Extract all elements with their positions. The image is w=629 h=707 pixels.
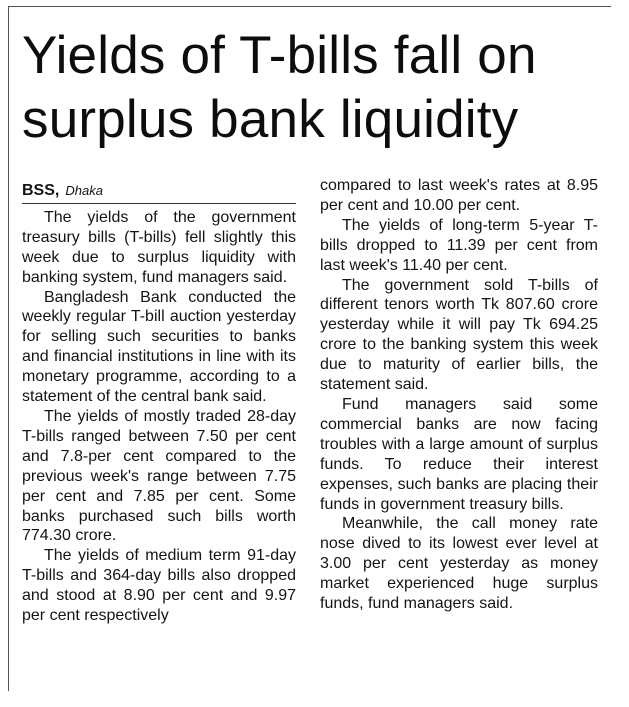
article-paragraph: Bangladesh Bank conducted the weekly regular T-bill auction yesterday for selling such securities to banks and financial institutions in line with its monetary programme, according to a statement of the central bank said. — [22, 288, 296, 406]
byline-source: BSS — [22, 182, 55, 199]
article-paragraph: The yields of the government treasury bills (T-bills) fell slightly this week due to surplus liquidity with banking system, fund managers said. — [22, 208, 296, 286]
top-border-rule — [8, 6, 611, 7]
article-paragraph: The yields of medium term 91-day T-bills and 364-day bills also dropped and stood at 8.90 per cent and 9.97 per cent respectively — [22, 547, 296, 625]
byline-separator: , — [54, 182, 60, 199]
byline — [22, 181, 296, 201]
article-paragraph: The government sold T-bills of different tenors worth Tk 807.60 crore yesterday while it will pay Tk 694.25 crore to the banking system this week due to maturity of earlier bills, the statement said. — [320, 276, 598, 394]
article-column-left — [22, 181, 296, 626]
article-paragraph: Meanwhile, the call money rate nose dived to its lowest ever level at 3.00 per cent yesterday as money market experienced huge surplus funds, fund managers said. — [320, 515, 598, 613]
byline-location: Dhaka — [65, 183, 103, 198]
article-paragraph: The yields of long-term 5-year T-bills dropped to 11.39 per cent from last week's 11.40 per cent. — [320, 216, 598, 274]
article-paragraph-continued: compared to last week's rates at 8.95 per cent and 10.00 per cent. — [320, 177, 598, 214]
article-headline: Yields of T-bills fall on surplus bank liquidity — [22, 26, 537, 149]
article-column-right — [320, 176, 598, 614]
byline-divider — [22, 203, 296, 204]
left-border-rule — [8, 6, 9, 691]
article-paragraph: Fund managers said some commercial banks are now facing troubles with a large amount of surplus funds. To reduce their interest expenses, such banks are placing their funds in government treasury bills. — [320, 395, 598, 513]
article-paragraph: The yields of mostly traded 28-day T-bills ranged between 7.50 per cent and 7.8-per cent compared to the previous week's range between 7.75 per cent and 7.85 per cent. Some banks purchased such bills worth 774.30 crore. — [22, 407, 296, 545]
